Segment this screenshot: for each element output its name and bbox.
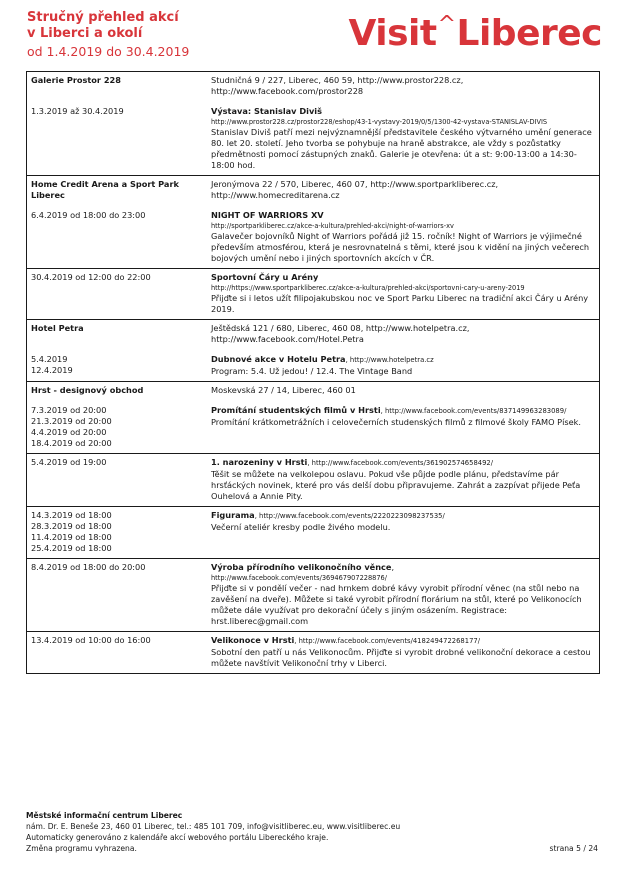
event-detail: [211, 106, 595, 171]
event-dates: [31, 272, 211, 315]
event-detail: [211, 510, 595, 554]
event-detail: [211, 457, 595, 502]
event-block: [27, 507, 599, 559]
venue-address-cell: [211, 179, 595, 201]
spacer: [31, 201, 595, 210]
event-block: [27, 632, 599, 673]
event-title-line: [211, 510, 595, 522]
event-block: [27, 269, 599, 320]
event-dates: [31, 457, 211, 502]
venue-address: Moskevská 27 / 14, Liberec, 460 01: [211, 385, 356, 395]
venue-address-cell: [211, 323, 595, 345]
event-block: [27, 176, 599, 269]
event-date: 28.3.2019 od 18:00: [31, 521, 112, 531]
event-link[interactable]: http://sportparkliberec.cz/akce-a-kultura/prehled-akci/night-of-warriors-xv: [211, 222, 454, 230]
event-description: Promítání krátkometrážních i celovečerních studenských filmů z filmové školy FAMO Písek.: [211, 417, 582, 427]
event-date: 12.4.2019: [31, 365, 73, 375]
event-description: Večerní ateliér kresby podle živého modelu.: [211, 522, 391, 532]
doc-title-line-1: Stručný přehled akcí: [27, 10, 179, 25]
venue-row: [31, 75, 595, 97]
spacer: [31, 345, 595, 354]
event-dates: [31, 354, 211, 377]
event-date: 5.4.2019: [31, 354, 68, 364]
venue-row: [31, 179, 595, 201]
venue-name: Home Credit Arena a Sport Park Liberec: [31, 179, 179, 200]
event-row: [31, 354, 595, 377]
event-title-line: [211, 106, 595, 117]
event-detail: [211, 210, 595, 264]
event-title: 1. narozeniny v Hrsti: [211, 457, 308, 467]
event-row: [31, 635, 595, 669]
event-title-line: [211, 457, 595, 469]
venue-cell: [31, 75, 211, 97]
logo-caret-icon: ^: [437, 12, 456, 37]
spacer: [31, 396, 595, 405]
event-detail: [211, 562, 595, 627]
venue-cell: [31, 323, 211, 345]
event-dates: [31, 562, 211, 627]
event-title: NIGHT OF WARRIORS XV: [211, 210, 324, 220]
event-date: 7.3.2019 od 20:00: [31, 405, 107, 415]
venue-address-cell: [211, 75, 595, 97]
logo-text-visit: Visit: [348, 13, 437, 54]
event-title: Promítání studentských filmů v Hrsti: [211, 405, 381, 415]
venue-address: Studničná 9 / 227, Liberec, 460 59, http://www.prostor228.cz, http://www.facebook.com/prostor228: [211, 75, 464, 96]
event-description: Galavečer bojovníků Night of Warriors pořádá již 15. ročník! Night of Warriors je výjimečné především atmosférou, která je nesrovnatelná s těmi, které jsou k vidění na jiných večerech bojových umění nebo i jiných sportovních akcích v ČR.: [211, 231, 590, 263]
page-footer: [26, 810, 598, 854]
event-dates: [31, 635, 211, 669]
event-link[interactable]: http://www.facebook.com/events/369467907228876/: [211, 574, 387, 582]
event-title: Velikonoce v Hrsti: [211, 635, 295, 645]
event-block: [27, 72, 599, 176]
event-link[interactable]: http://https://www.sportparkliberec.cz/akce-a-kultura/prehled-akci/sportovni-cary-u-areny-2019: [211, 284, 525, 292]
event-row: [31, 106, 595, 171]
event-date: 4.4.2019 od 20:00: [31, 427, 107, 437]
event-dates: [31, 405, 211, 449]
event-title: Výstava: Stanislav Diviš: [211, 106, 322, 116]
venue-row: [31, 323, 595, 345]
event-title: Dubnové akce v Hotelu Petra: [211, 354, 346, 364]
event-date: 13.4.2019 od 10:00 do 16:00: [31, 635, 151, 645]
venue-cell: [31, 385, 211, 396]
event-dates: [31, 106, 211, 171]
event-description: Těšit se můžete na velkolepou oslavu. Pokud vše půjde podle plánu, představíme pár hrsťáckých novinek, které pro vás delší dobu připravujeme. Zahrát a zazpívat přijede Peťa Ouhelová a Annie Pity.: [211, 469, 581, 501]
venue-name: Galerie Prostor 228: [31, 75, 121, 85]
footer-auto-note: Automaticky generováno z kalendáře akcí webového portálu Libereckého kraje.: [26, 833, 329, 842]
footer-org-name: Městské informační centrum Liberec: [26, 811, 183, 820]
event-date: 21.3.2019 od 20:00: [31, 416, 112, 426]
footer-change-note: Změna programu vyhrazena.: [26, 844, 137, 853]
event-detail: [211, 272, 595, 315]
event-block: [27, 454, 599, 507]
venue-row: [31, 385, 595, 396]
venue-name: Hrst - designový obchod: [31, 385, 144, 395]
event-description: Přijďte si v pondělí večer - nad hrnkem dobré kávy vyrobit přírodní věnec (na stůl nebo na zavěšení na dveře). Můžete si také vyrobit přírodní florárium na stůl, které po Velikonocích můžete dále využívat pro dekorační účely s jiným osázením. Registrace: hrst.liberec@gmail.com: [211, 583, 582, 626]
logo-text-liberec: Liberec: [456, 13, 602, 54]
event-description: Program: 5.4. Už jedou! / 12.4. The Vintage Band: [211, 366, 413, 376]
event-date: 5.4.2019 od 19:00: [31, 457, 107, 467]
event-link[interactable]: , http://www.facebook.com/events/2220223098237535/: [254, 512, 445, 520]
event-title-line: [211, 272, 595, 283]
event-dates: [31, 510, 211, 554]
venue-address-cell: [211, 385, 595, 396]
event-description: Sobotní den patří u nás Velikonocům. Přijďte si vyrobit drobné velikonoční dekorace a cestou můžete navštívit Velikonoční trhy v Liberci.: [211, 647, 591, 668]
event-title-line: [211, 405, 595, 417]
event-date: 18.4.2019 od 20:00: [31, 438, 112, 448]
event-description: Stanislav Diviš patří mezi nejvýznamnější představitele českého výtvarného umění generace 80. let 20. století. Jeho tvorba se pohybuje na hraně abstrakce, ale vždy s pozůstatky předmětnosti pomocí zástupných znaků. Galerie je otevřena: út a st: 9:00-13:00 a 14:30-18:00 hod.: [211, 127, 592, 170]
event-link[interactable]: , http://www.facebook.com/events/361902574658492/: [307, 459, 494, 467]
event-title: Figurama: [211, 510, 255, 520]
visit-liberec-logo: [349, 12, 602, 54]
event-row: [31, 210, 595, 264]
event-date: 8.4.2019 od 18:00 do 20:00: [31, 562, 146, 572]
date-range: od 1.4.2019 do 30.4.2019: [27, 44, 190, 59]
venue-address: Jeronýmova 22 / 570, Liberec, 460 07, http://www.sportparkliberec.cz, http://www.homecreditarena.cz: [211, 179, 499, 200]
event-date: 14.3.2019 od 18:00: [31, 510, 112, 520]
event-row: [31, 405, 595, 449]
event-title: Výroba přírodního velikonočního věnce: [211, 562, 392, 572]
event-row: [31, 457, 595, 502]
event-link[interactable]: http://www.prostor228.cz/prostor228/eshop/43-1-vystavy-2019/0/5/1300-42-vystava-STANISLAV-DIVIS: [211, 118, 548, 126]
event-title-line: [211, 210, 595, 221]
event-detail: [211, 635, 595, 669]
event-title-line: [211, 635, 595, 647]
spacer: [31, 97, 595, 106]
event-row: [31, 510, 595, 554]
events-table: [26, 71, 600, 674]
event-link[interactable]: , http://www.hotelpetra.cz: [345, 356, 434, 364]
event-description: Přijďte si i letos užít filipojakubskou noc ve Sport Parku Liberec na tradiční akci Čáry u Arény 2019.: [211, 293, 589, 314]
event-block: [27, 320, 599, 382]
event-row: [31, 272, 595, 315]
event-date: 25.4.2019 od 18:00: [31, 543, 112, 553]
event-date: 30.4.2019 od 12:00 do 22:00: [31, 272, 151, 282]
event-block: [27, 382, 599, 454]
event-date: 1.3.2019 až 30.4.2019: [31, 106, 124, 116]
doc-title-line-2: v Liberci a okolí: [27, 26, 143, 41]
event-dates: [31, 210, 211, 264]
event-title-line: [211, 562, 595, 573]
venue-address: Ještědská 121 / 680, Liberec, 460 08, http://www.hotelpetra.cz, http://www.facebook.com/Hotel.Petra: [211, 323, 470, 344]
page-header: [27, 10, 602, 70]
event-date: 11.4.2019 od 18:00: [31, 532, 112, 542]
event-link[interactable]: , http://www.facebook.com/events/837149963283089/: [380, 407, 567, 415]
event-row: [31, 562, 595, 627]
event-title-line: [211, 354, 595, 366]
page-number: strana 5 / 24: [549, 844, 598, 853]
event-detail: [211, 354, 595, 377]
venue-cell: [31, 179, 211, 201]
event-date: 6.4.2019 od 18:00 do 23:00: [31, 210, 146, 220]
venue-name: Hotel Petra: [31, 323, 84, 333]
footer-contact: nám. Dr. E. Beneše 23, 460 01 Liberec, tel.: 485 101 709, info@visitliberec.eu, www.visitliberec.eu: [26, 822, 401, 831]
event-detail: [211, 405, 595, 449]
event-title: Sportovní Čáry u Arény: [211, 272, 319, 282]
event-block: [27, 559, 599, 632]
event-title-suffix: ,: [391, 562, 395, 572]
event-link[interactable]: , http://www.facebook.com/events/418249472268177/: [294, 637, 481, 645]
